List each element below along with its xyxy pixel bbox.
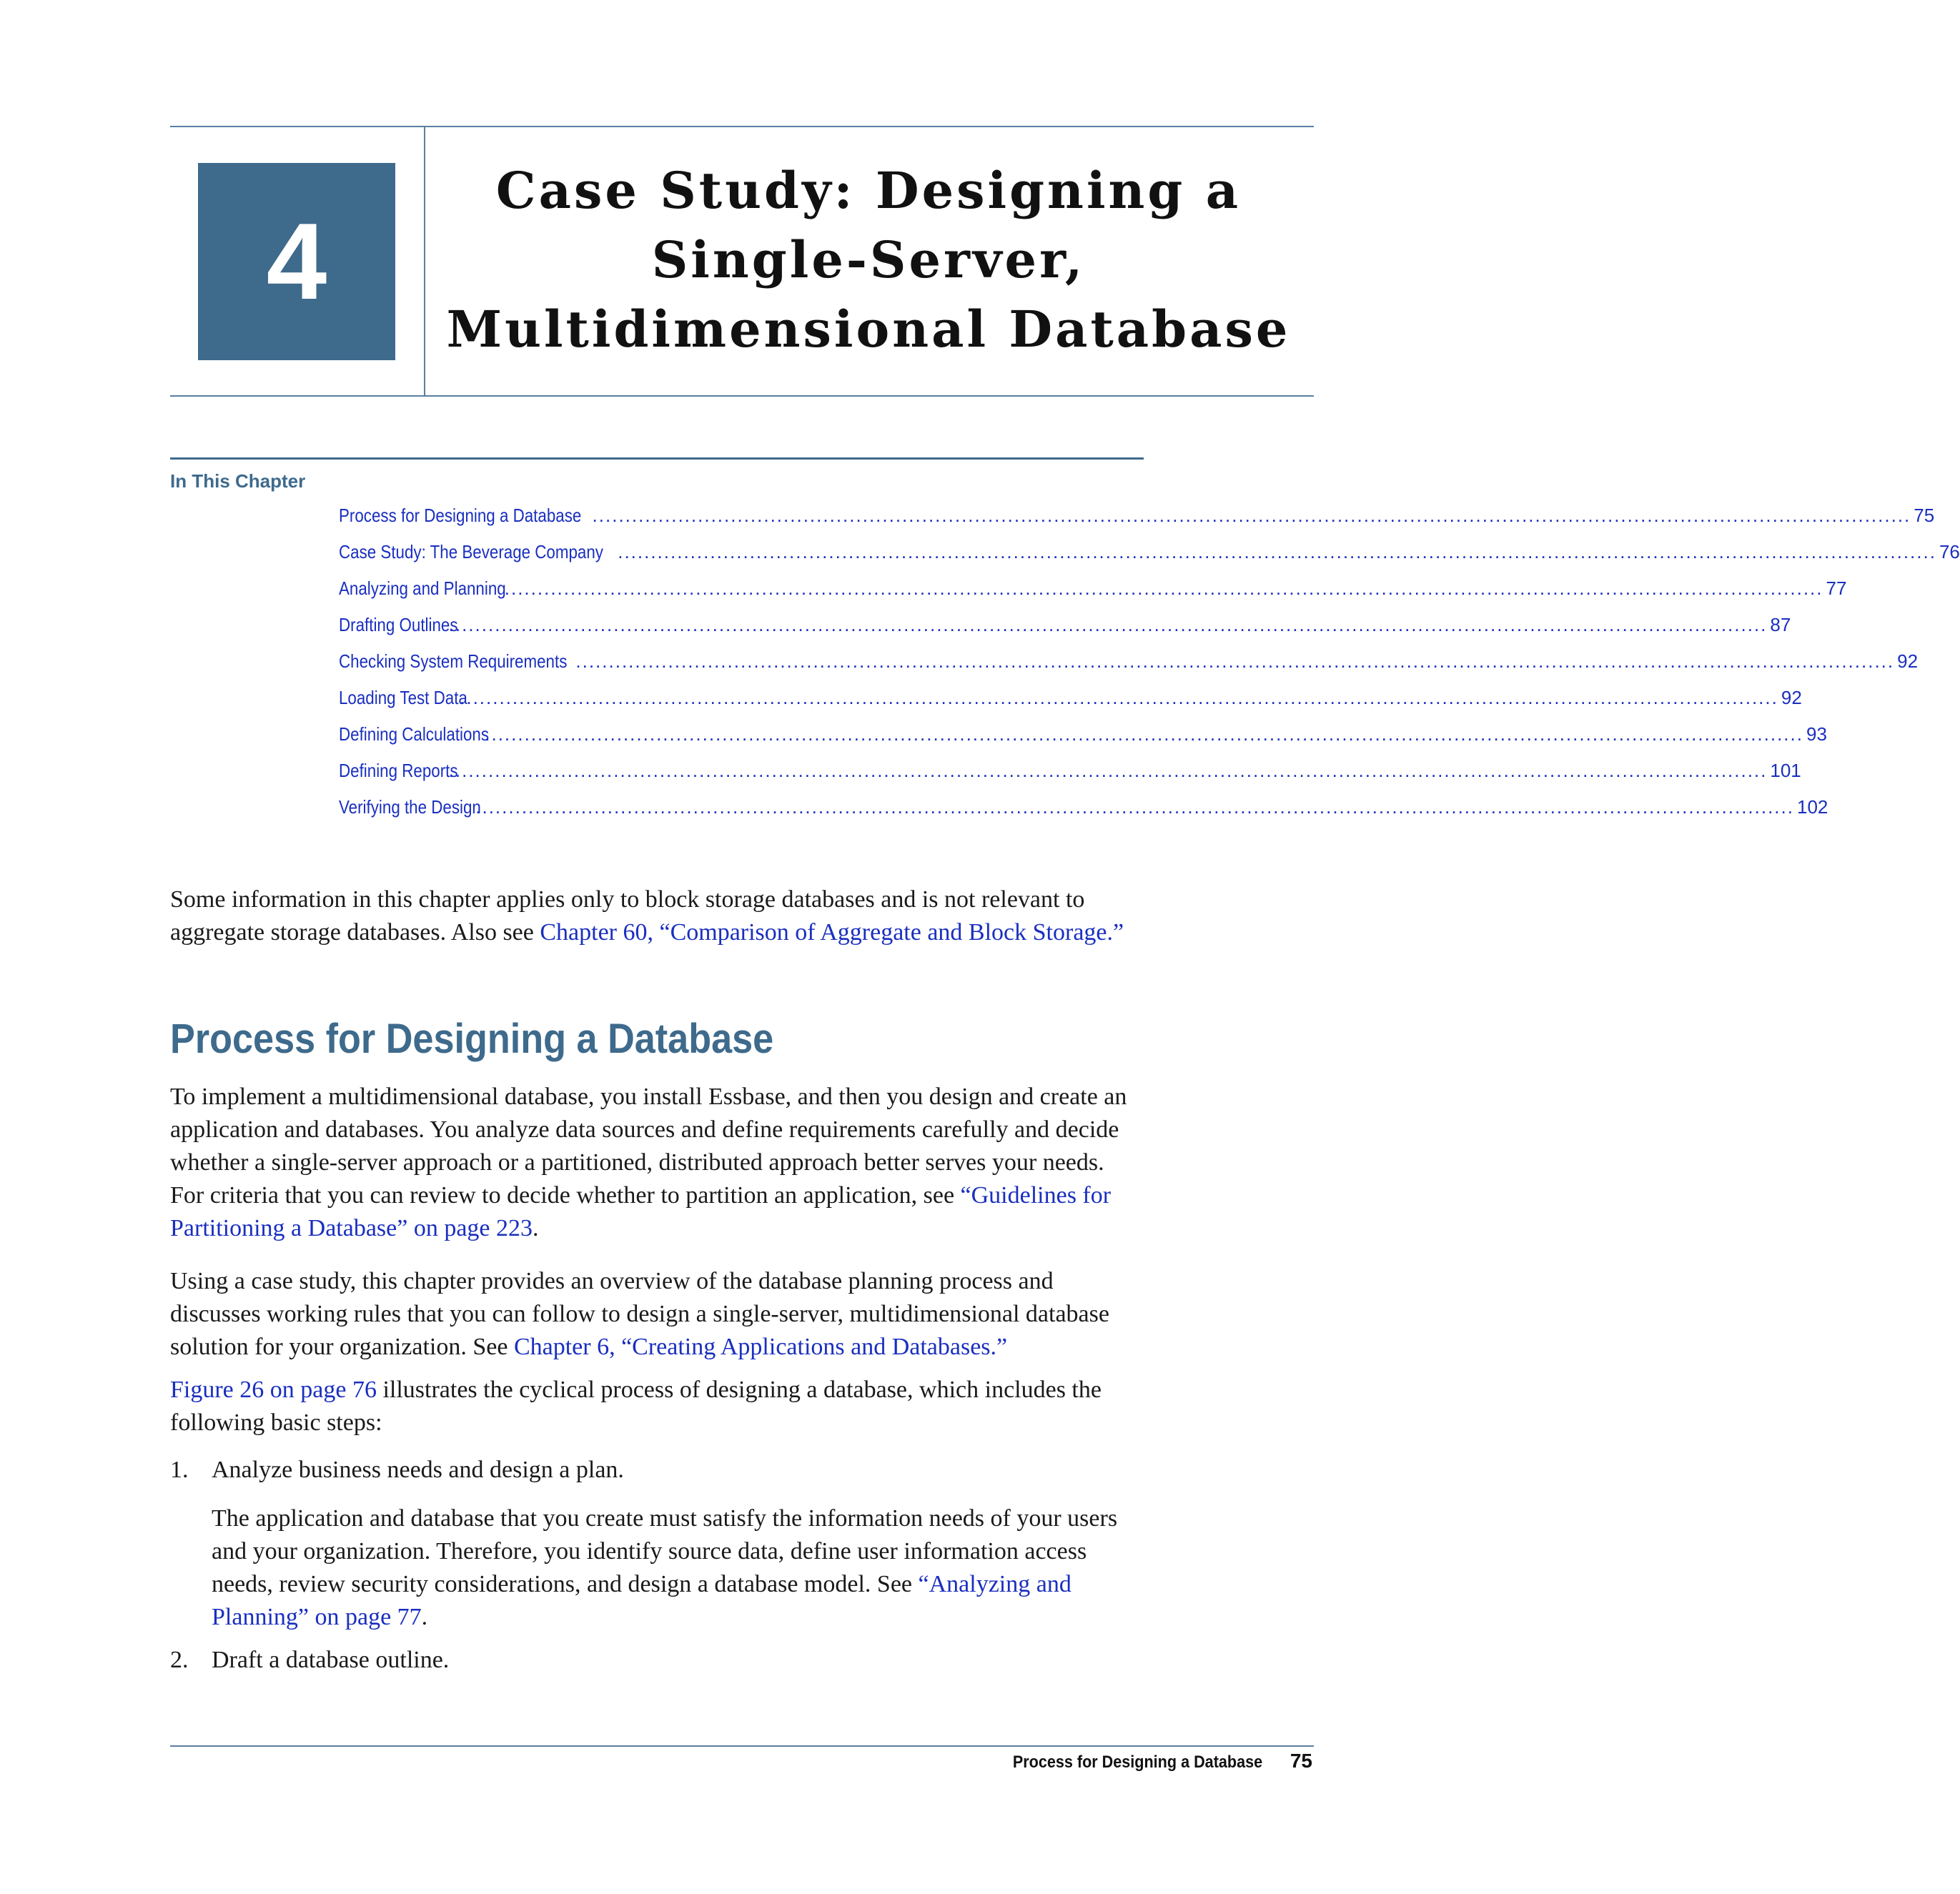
toc-heading: In This Chapter: [170, 470, 306, 492]
link-analyzing-planning[interactable]: “Analyzing and Planning” on page 77: [212, 1571, 1071, 1630]
toc-item[interactable]: [339, 687, 1802, 723]
toc-item[interactable]: [339, 505, 1935, 541]
toc-item-label[interactable]: Verifying the Design: [339, 796, 481, 818]
step-1-detail-text: The application and database that you create must satisfy the information needs of your users and your organization. Therefore, you identify source data, define user information access needs, review security considerations, and design a database model. See: [212, 1505, 1118, 1597]
toc-item-label[interactable]: Drafting Outlines: [339, 614, 458, 635]
chapter-number-box: [198, 163, 395, 360]
section-heading: Process for Designing a Database: [170, 1016, 774, 1062]
toc-item-label[interactable]: Process for Designing a Database: [339, 505, 582, 526]
toc-item[interactable]: [339, 614, 1791, 650]
footer-page-number: 75: [1290, 1750, 1312, 1772]
paragraph-3-text: illustrates the cyclical process of designing a database, which includes the following basic steps:: [170, 1377, 1102, 1436]
toc-item-label[interactable]: Case Study: The Beverage Company: [339, 541, 603, 562]
toc-item[interactable]: [339, 760, 1801, 796]
step-1-detail-end: .: [421, 1604, 428, 1630]
paragraph-3: [170, 1374, 1144, 1439]
toc-item-label[interactable]: Defining Calculations: [339, 723, 490, 745]
toc-item-page[interactable]: 77: [1826, 577, 1847, 599]
header-divider: [424, 126, 425, 395]
toc-item[interactable]: [339, 723, 1827, 760]
toc-item[interactable]: [339, 541, 1960, 577]
link-figure-26[interactable]: Figure 26 on page 76: [170, 1377, 377, 1403]
toc-leader-dots: ........................................................................................................................................................................................................: [485, 723, 1803, 745]
toc-leader-dots: ........................................................................................................................................................................................................: [575, 650, 1895, 672]
toc-leader-dots: ........................................................................................................................................................................................................: [448, 760, 1768, 781]
toc-item-page[interactable]: 75: [1914, 505, 1935, 526]
toc-item-label[interactable]: Defining Reports: [339, 760, 458, 781]
toc-leader-dots: ........................................................................................................................................................................................................: [592, 505, 1911, 526]
paragraph-1-text: To implement a multidimensional database, you install Essbase, and then you design and create an application and databases. You analyze data sources and define requirements carefully and decide whether a single-server approach or a partitioned, distributed approach better serves your needs. For criteria that you can review to decide whether to partition an application, see: [170, 1084, 1127, 1209]
step-2-number: 2.: [170, 1647, 189, 1673]
paragraph-1-end: .: [533, 1215, 539, 1241]
step-1-detail: [212, 1502, 1144, 1634]
intro-text: Some information in this chapter applies only to block storage databases and is not relevant to aggregate storage databases. Also see: [170, 886, 1085, 946]
toc-item-page[interactable]: 102: [1796, 796, 1828, 818]
toc-leader-dots: ........................................................................................................................................................................................................: [460, 687, 1778, 708]
footer-title: Process for Designing a Database: [1012, 1752, 1262, 1772]
toc-rule: [170, 457, 1144, 460]
chapter-title: Case Study: Designing a Single-Server, Multidimensional Database: [446, 161, 1291, 359]
step-1-text: Analyze business needs and design a plan.: [212, 1457, 624, 1483]
toc-item-page[interactable]: 76: [1939, 541, 1960, 562]
step-2-text: Draft a database outline.: [212, 1647, 450, 1673]
toc-item-page[interactable]: 93: [1806, 723, 1827, 745]
toc-item-page[interactable]: 92: [1781, 687, 1802, 708]
chapter-number: 4: [266, 201, 327, 322]
toc-item[interactable]: [339, 577, 1847, 614]
intro-paragraph: [170, 883, 1144, 949]
toc-leader-dots: ........................................................................................................................................................................................................: [475, 796, 1794, 818]
footer-rule: [170, 1745, 1314, 1747]
toc-item-label[interactable]: Checking System Requirements: [339, 650, 568, 672]
toc-leader-dots: ........................................................................................................................................................................................................: [448, 614, 1768, 635]
intro-link-chapter-60[interactable]: Chapter 60, “Comparison of Aggregate and Block Storage.”: [540, 919, 1124, 946]
toc-item-label[interactable]: Analyzing and Planning: [339, 577, 506, 599]
toc-leader-dots: ........................................................................................................................................................................................................: [618, 541, 1936, 562]
link-chapter-6[interactable]: Chapter 6, “Creating Applications and Databases.”: [513, 1334, 1008, 1360]
link-guidelines-partitioning[interactable]: “Guidelines for Partitioning a Database” on page 223: [170, 1182, 1112, 1241]
toc-item[interactable]: [339, 796, 1828, 833]
toc-item-page[interactable]: 101: [1770, 760, 1801, 781]
paragraph-2-text: Using a case study, this chapter provides an overview of the database planning process and discusses working rules that you can follow to design a single-server, multidimensional database solution for your organization. See: [170, 1268, 1109, 1360]
paragraph-2: [170, 1265, 1144, 1364]
paragraph-1: [170, 1081, 1144, 1245]
toc-leader-dots: ........................................................................................................................................................................................................: [504, 577, 1823, 599]
toc-item-page[interactable]: 87: [1770, 614, 1791, 635]
toc-item[interactable]: [339, 650, 1919, 687]
header-bottom-rule: [170, 395, 1314, 397]
header-top-rule: [170, 126, 1314, 127]
toc-item-page[interactable]: 92: [1897, 650, 1919, 672]
toc-list: [339, 505, 1960, 833]
toc-item-label[interactable]: Loading Test Data: [339, 687, 467, 708]
step-1-number: 1.: [170, 1457, 189, 1483]
